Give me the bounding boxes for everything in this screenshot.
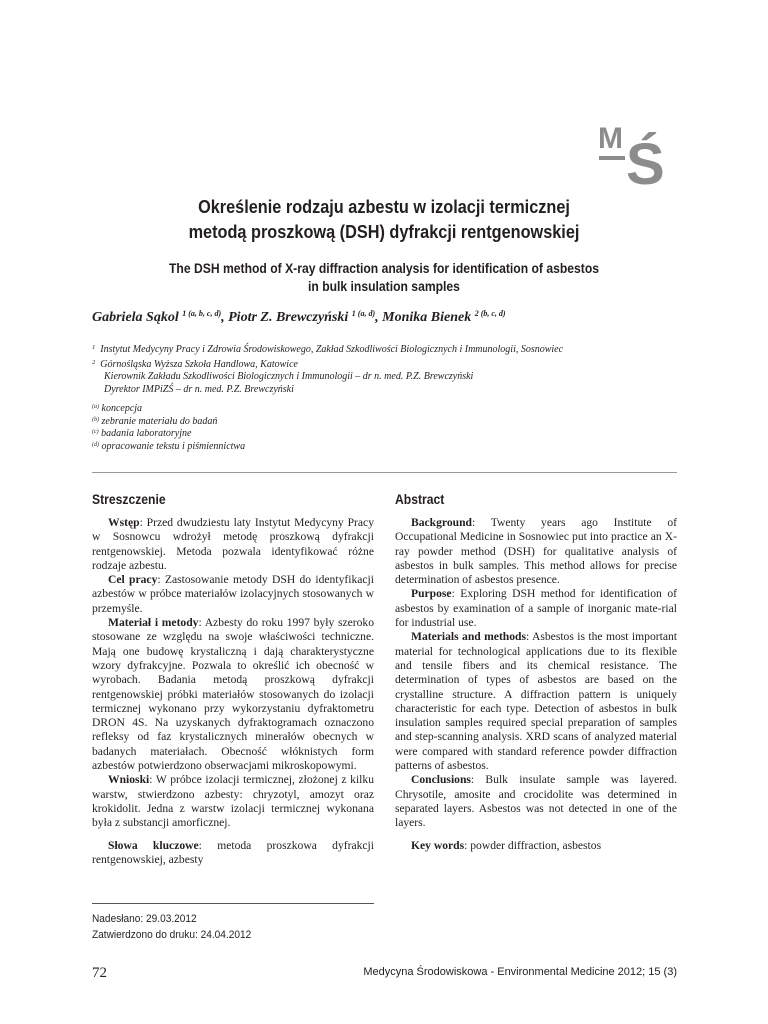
title-english-line-1: The DSH method of X-ray diffraction analysis for identification of asbestos [168, 261, 600, 276]
abstract-label: Cel pracy [108, 573, 158, 587]
affiliation-row [92, 357, 563, 372]
abstract-label: Materiał i metody [108, 616, 199, 630]
abstract-label: Conclusions [411, 773, 471, 787]
contribution-text: zebranie materiału do badań [101, 415, 218, 427]
submission-dates [92, 912, 251, 943]
logo-bar [599, 156, 625, 160]
abstract-text: : W próbce izolacji termicznej, złożonej z kilku warstw, stwierdzono azbesty: chryzotyl, amozyt oraz krokidolit. Jedna z warstw izolacji termicznej wykonana była z substancji amorficznej. [92, 773, 374, 830]
contribution-row [92, 440, 245, 453]
logo-letter-s: Ś [626, 132, 665, 188]
abstract-paragraph [395, 516, 677, 587]
abstract-label: Purpose [411, 587, 452, 601]
abstract-paragraph [92, 573, 374, 616]
affiliations [92, 342, 563, 396]
affiliation-text: Dyrektor IMPiZŚ – dr n. med. P.Z. Brewczyński [104, 383, 294, 395]
contribution-marker: (d) [92, 441, 99, 448]
affiliation-number: 1 [92, 344, 96, 351]
abstract-label: Wnioski [108, 773, 150, 787]
abstract-paragraph [395, 773, 677, 830]
author-name: Monika Bienek [382, 310, 472, 325]
keywords-paragraph [395, 839, 677, 853]
author-affiliation-marker: 2 (b, c, d) [474, 309, 506, 318]
author-contributions [92, 402, 245, 452]
section-divider [92, 472, 677, 473]
contribution-row [92, 415, 245, 428]
contribution-text: badania laboratoryjne [101, 428, 192, 439]
abstract-paragraph [92, 516, 374, 573]
abstract-paragraph [92, 773, 374, 830]
contribution-row [92, 402, 245, 415]
abstract-polish [92, 516, 374, 867]
keywords-paragraph [92, 839, 374, 868]
author-separator: , [375, 310, 383, 325]
abstract-paragraph [395, 587, 677, 630]
affiliation-number: 2 [92, 358, 96, 366]
affiliation-row [92, 371, 563, 384]
title-polish [99, 194, 669, 244]
journal-logo [596, 118, 680, 188]
abstract-label: Wstęp [108, 516, 140, 529]
journal-citation: Medycyna Środowiskowa - Environmental Medicine 2012; 15 (3) [363, 966, 677, 978]
abstract-text: : Exploring DSH method for identification of asbestos by examination of a sample of inorganic mate-rial for industrial use. [395, 587, 677, 630]
page-number: 72 [92, 965, 107, 981]
author-list [92, 309, 506, 326]
keywords-label: Słowa kluczowe [108, 838, 199, 852]
author-separator: , [221, 310, 229, 325]
contribution-marker: (b) [92, 416, 99, 423]
author-affiliation-marker: 1 (a, b, c, d) [182, 309, 222, 318]
affiliation-row [92, 384, 563, 397]
contribution-text: opracowanie tekstu i piśmiennictwa [101, 440, 246, 452]
title-polish-line-2: metodą proszkową (DSH) dyfrakcji rentgenowskiej [188, 221, 580, 242]
journal-logo-mark [596, 118, 680, 188]
footnote-divider [92, 903, 374, 904]
abstract-text: : Zastosowanie metody DSH do identyfikacji azbestów w próbce materiałów izolacyjnych stosowanych w przemyśle. [92, 573, 374, 615]
abstract-label: Background [411, 516, 472, 529]
date-accepted: Zatwierdzono do druku: 24.04.2012 [92, 928, 252, 941]
title-english-line-2: in bulk insulation samples [308, 279, 460, 294]
abstract-label: Materials and methods [411, 630, 527, 644]
keywords-text: : metoda proszkowa dyfrakcji rentgenowskiej, azbesty [92, 838, 374, 866]
contribution-text: koncepcja [101, 403, 143, 414]
abstract-paragraph [92, 616, 374, 773]
abstract-english [395, 516, 677, 853]
affiliation-text: Kierownik Zakładu Szkodliwości Biologicznych i Immunologii – dr n. med. P.Z. Brewczyński [104, 371, 474, 382]
author-name: Gabriela Sąkol [92, 310, 179, 325]
affiliation-text: Górnośląska Wyższa Szkoła Handlowa, Katowice [100, 358, 298, 370]
abstract-paragraph [395, 630, 677, 773]
abstract-text: : Azbesty do roku 1997 były szeroko stosowane ze względu na swoje właściwości techniczne. Mają one budowę krystaliczną i dają charakterystyczne wzory dyfrakcyjne. Pozwala to określić ich obecność w wyrobach. Badania metodą proszkową dyfrakcji rentgenowskiej próbki materiałów stosowanych do izolacji termicznej wykonano przy wykorzystaniu dyfraktometru DRON 4S. Na uzyskanych dyfraktogramach oznaczono refleksy od faz krystalicznych minerałów obecnych w badanych materiałach. Obecność włóknistych form azbestów potwierdzono obserwacjami mikroskopowymi. [92, 616, 374, 773]
title-polish-line-1: Określenie rodzaju azbestu w izolacji termicznej [198, 196, 570, 217]
affiliation-text: Instytut Medycyny Pracy i Zdrowia Środowiskowego, Zakład Szkodliwości Biologicznych i Immunologii, Sosnowiec [100, 344, 564, 355]
abstract-text: : Przed dwudziestu laty Instytut Medycyny Pracy w Sosnowcu wdrożył metodę proszkową dyfrakcji rentgenowskiej. Metoda pozwala identyfikować różne rodzaje azbestu. [92, 516, 374, 572]
author-affiliation-marker: 1 (a, d) [351, 309, 376, 318]
abstract-english-heading: Abstract [395, 492, 445, 507]
keywords-text: : powder diffraction, asbestos [464, 838, 602, 852]
affiliation-row [92, 342, 563, 357]
keywords-label: Key words [411, 838, 465, 852]
title-english [92, 260, 675, 296]
author-name: Piotr Z. Brewczyński [228, 310, 349, 325]
logo-letter-m: M [598, 122, 623, 155]
abstract-text: : Asbestos is the most important material for technological applications due to its flexible and tensile fibers and its chemical resistance. The determination of types of asbestos are based on the crystalline structure. A diffraction pattern is uniquely characteristic for each type. Detection of asbestos in bulk insulation samples required special preparation of samples and step-scanning analysis. XRD scans of analyzed material were compared with standard reference powder diffraction patterns of asbestos. [395, 630, 677, 773]
contribution-marker: (c) [92, 429, 99, 435]
contribution-row [92, 427, 245, 440]
abstract-polish-heading: Streszczenie [92, 492, 166, 507]
abstract-text: : Bulk insulate sample was layered. Chrysotile, amosite and crocidolite was determined in separated layers. Asbestos was not detected in one of the layers. [395, 773, 677, 830]
date-received: Nadesłano: 29.03.2012 [92, 913, 197, 925]
abstract-text: : Twenty years ago Institute of Occupational Medicine in Sosnowiec put into practice an X-ray powder method (DSH) for qualitative analysis of asbestos in bulk samples. This method allows for precise determination of asbestos presence. [395, 516, 677, 587]
contribution-marker: (a) [92, 404, 99, 410]
